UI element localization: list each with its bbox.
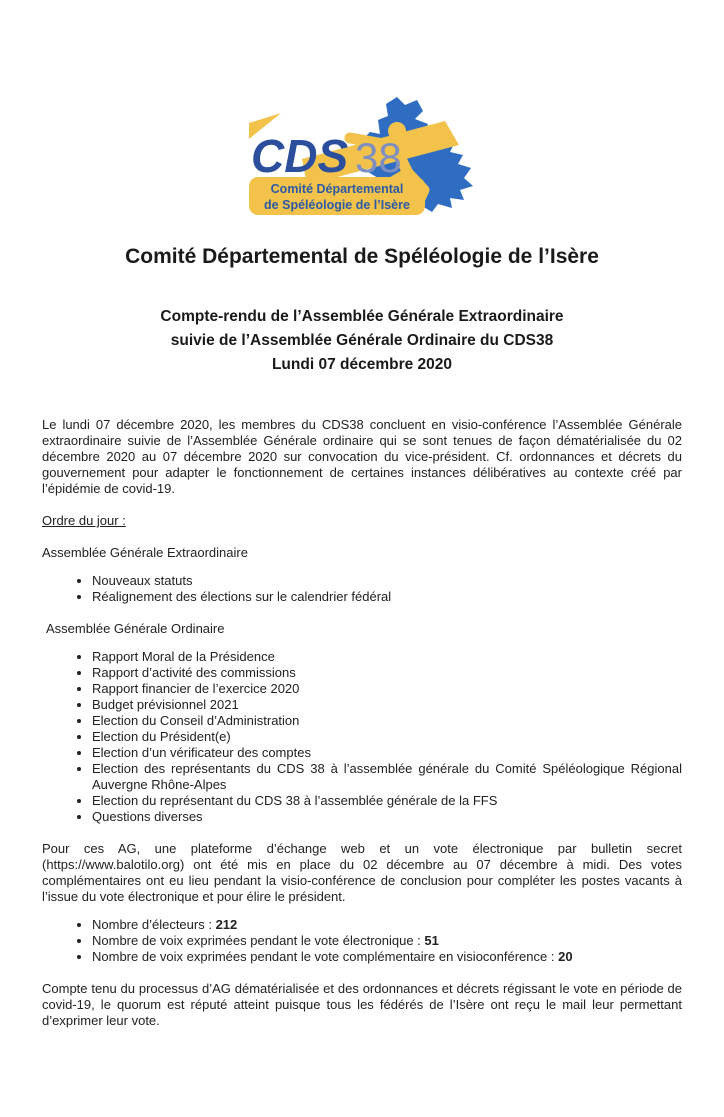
subtitle-line-2: suivie de l’Assemblée Générale Ordinaire du CDS38 xyxy=(170,332,554,349)
logo-number-text: 38 xyxy=(355,134,402,181)
page-title: Comité Départemental de Spéléologie de l’Isère xyxy=(125,245,599,268)
subtitle-line-1: Compte-rendu de l’Assemblée Générale Extraordinaire xyxy=(160,308,564,325)
stat-value: 212 xyxy=(215,917,238,932)
stat-label: Nombre de voix exprimées pendant le vote complémentaire en visioconférence : xyxy=(92,949,555,964)
stat-item xyxy=(92,917,682,933)
list-item: • Election du Président(e) xyxy=(92,729,682,745)
ago-section-title: Assemblée Générale Ordinaire xyxy=(46,621,225,636)
quorum-paragraph: Compte tenu du processus d’AG dématérialisée et des ordonnances et décrets régissant le vote en période de covid-19, le quorum est réputé atteint puisque tous les fédérés de l’Isère ont reçu le mail leur permettant d’exprimer leur vote. xyxy=(42,981,682,1028)
list-item: • Budget prévisionnel 2021 xyxy=(92,697,682,713)
document-subtitle xyxy=(0,305,724,377)
logo-cds-text: CDS xyxy=(251,130,349,182)
agenda-heading: Ordre du jour : xyxy=(42,513,126,528)
age-section-title: Assemblée Générale Extraordinaire xyxy=(42,545,248,560)
stat-item xyxy=(92,949,682,965)
list-item: • Rapport d’activité des commissions xyxy=(92,665,682,681)
stat-label: Nombre d’électeurs : xyxy=(92,917,212,932)
voting-stats-list xyxy=(42,917,682,965)
list-item: • Election du Conseil d’Administration xyxy=(92,713,682,729)
cds38-logo xyxy=(247,93,477,215)
cds38-logo-graphic xyxy=(247,93,477,215)
list-item: • Election des représentants du CDS 38 à l’assemblée générale du Comité Spéléologique Régional Auvergne Rhône-Alpes xyxy=(92,761,682,793)
list-item: • Nouveaux statuts xyxy=(92,573,682,589)
list-item: • Rapport financier de l’exercice 2020 xyxy=(92,681,682,697)
age-agenda-list xyxy=(42,573,682,605)
ago-agenda-list xyxy=(42,649,682,825)
stat-value: 51 xyxy=(424,933,439,948)
document-page xyxy=(0,93,724,1117)
intro-paragraph: Le lundi 07 décembre 2020, les membres du CDS38 concluent en visio-conférence l’Assemblée Générale extraordinaire suivie de l’Assemblée Générale ordinaire qui se sont tenues de façon dématérialisée du 02 décembre 2020 au 07 décembre 2020 sur convocation du vice-président. Cf. ordonnances et décrets du gouvernement pour adapter le fonctionnement de certaines instances délibératives au contexte créé par l’épidémie de covid-19. xyxy=(42,417,682,496)
voting-paragraph: Pour ces AG, une plateforme d’échange web et un vote électronique par bulletin secret (https://www.balotilo.org) ont été mis en place du 02 décembre au 07 décembre à midi. Des votes complémentaires ont eu lieu pendant la visio-conférence de conclusion pour compléter les postes vacants à l’issue du vote électronique et pour élire le président. xyxy=(42,841,682,904)
list-item: • Election du représentant du CDS 38 à l’assemblée générale de la FFS xyxy=(92,793,682,809)
list-item: • Rapport Moral de la Présidence xyxy=(92,649,682,665)
document-body xyxy=(0,417,724,1029)
list-item: • Réalignement des élections sur le calendrier fédéral xyxy=(92,589,682,605)
logo-org-line1: Comité Départemental xyxy=(270,182,404,196)
subtitle-line-3: Lundi 07 décembre 2020 xyxy=(271,356,453,373)
stat-item xyxy=(92,933,682,949)
list-item: • Election d’un vérificateur des comptes xyxy=(92,745,682,761)
logo-org-line2: de Spéléologie de l’Isère xyxy=(264,198,410,212)
stat-label: Nombre de voix exprimées pendant le vote électronique : xyxy=(92,933,421,948)
stat-value: 20 xyxy=(558,949,573,964)
list-item: • Questions diverses xyxy=(92,809,682,825)
